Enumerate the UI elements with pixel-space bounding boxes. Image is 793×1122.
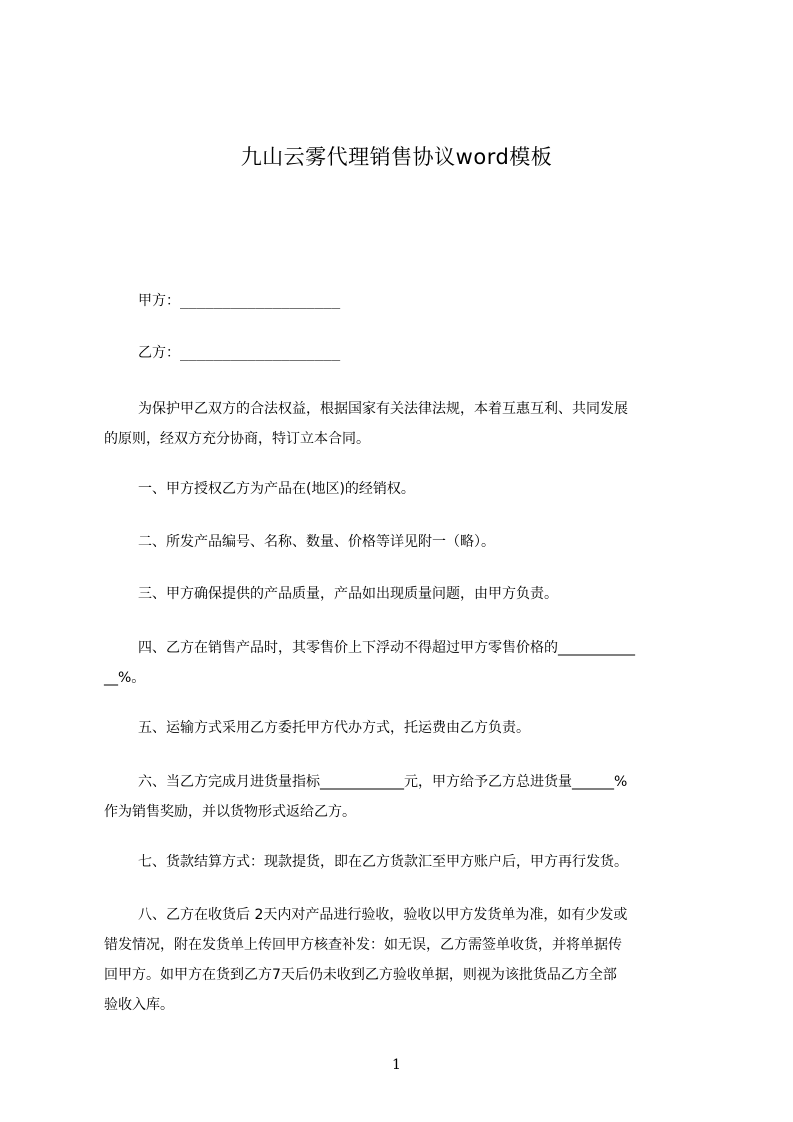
preamble-line-2: 的原则，经双方充分协商，特订立本合同。 [104, 431, 370, 447]
page-number: 1 [392, 1057, 401, 1073]
preamble-paragraph [104, 394, 704, 454]
party-b-label: 乙方： [138, 345, 180, 361]
clause-8-line-2: 错发情况，附在发货单上传回甲方核查补发：如无误，乙方需签单收货，并将单据传 [104, 937, 622, 953]
clause-4 [104, 633, 704, 693]
party-b-line [104, 338, 738, 368]
clause-8 [104, 900, 704, 1020]
clause-6 [104, 767, 704, 827]
clause-4-line-2: __%。 [104, 670, 146, 686]
preamble-line-1: 为保护甲乙双方的合法权益，根据国家有关法律法规，本着互惠互利、共同发展 [138, 401, 628, 417]
document-title: 九山云雾代理销售协议word模板 [240, 145, 553, 169]
party-a-label: 甲方： [138, 293, 180, 309]
clause-3: 三、甲方确保提供的产品质量，产品如出现质量问题，由甲方负责。 [138, 586, 558, 602]
clause-6-line-1: 六、当乙方完成月进货量指标____________元，甲方给予乙方总进货量______% [138, 774, 628, 790]
clause-6-line-2: 作为销售奖励，并以货物形式返给乙方。 [104, 804, 356, 820]
clause-8-line-4: 验收入库。 [104, 997, 174, 1013]
party-b-blank: ___________________ [180, 345, 341, 361]
clause-8-line-3: 回甲方。如甲方在货到乙方7天后仍未收到乙方验收单据，则视为该批货品乙方全部 [104, 967, 617, 983]
party-a-line [104, 286, 738, 316]
clause-5: 五、运输方式采用乙方委托甲方代办方式，托运费由乙方负责。 [138, 720, 530, 736]
party-a-blank: ___________________ [180, 293, 341, 309]
clause-7: 七、货款结算方式：现款提货，即在乙方货款汇至甲方账户后，甲方再行发货。 [138, 854, 628, 870]
clause-4-line-1: 四、乙方在销售产品时，其零售价上下浮动不得超过甲方零售价格的___________ [138, 640, 635, 656]
clause-8-line-1: 八、乙方在收货后 2天内对产品进行验收，验收以甲方发货单为准，如有少发或 [138, 907, 628, 923]
clause-2: 二、所发产品编号、名称、数量、价格等详见附一（略）。 [138, 534, 495, 550]
clause-1: 一、甲方授权乙方为产品在(地区)的经销权。 [138, 481, 415, 497]
